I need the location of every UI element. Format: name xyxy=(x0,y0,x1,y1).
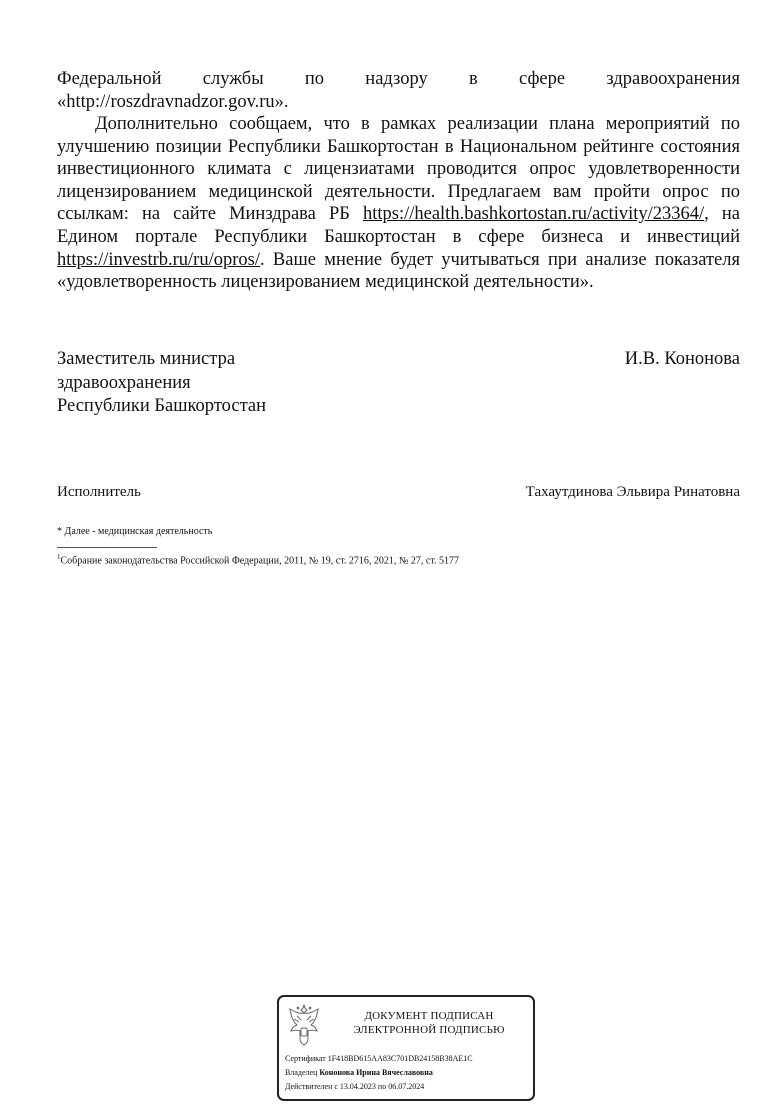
stamp-owner xyxy=(285,1068,433,1077)
position-line: Заместитель министра xyxy=(57,349,236,369)
owner-label: Владелец xyxy=(285,1068,318,1077)
paragraph-survey xyxy=(57,113,740,294)
paragraph-line: Федеральной службы по надзору в сфере здравоохранения xyxy=(57,69,740,89)
investrb-survey-link[interactable]: https://investrb.ru/ru/opros/ xyxy=(57,249,260,270)
paragraph-continuation xyxy=(57,68,740,113)
paragraph-text: , на Едином портале Республики Башкортостан в сфере бизнеса и инвестиций xyxy=(57,204,740,247)
footnote-text: Собрание законодательства Российской Федерации, 2011, № 19, ст. 2716, 2021, № 27, ст. 5177 xyxy=(60,555,459,567)
stamp-title xyxy=(329,1009,529,1037)
signatory-name: И.В. Кононова xyxy=(624,349,740,369)
footnote-star: * Далее - медицинская деятельность xyxy=(57,526,213,537)
stamp-validity: Действителен с 13.04.2023 по 06.07.2024 xyxy=(285,1082,425,1091)
minzdrav-survey-link[interactable]: https://health.bashkortostan.ru/activity/23364/ xyxy=(362,204,705,225)
executor-name: Тахаутдинова Эльвира Ринатовна xyxy=(525,484,740,500)
position-line: здравоохранения xyxy=(57,372,191,393)
owner-value: Кононова Ирина Вячеславовна xyxy=(319,1068,433,1077)
certificate-label: Сертификат xyxy=(285,1054,326,1063)
paragraph-text: . Ваше мнение будет учитываться при анализе показателя «удовлетворенность лицензированием медицинской деятельности». xyxy=(57,249,740,293)
certificate-value: 1F418BD615AA83C701DB24158B38AE1C xyxy=(327,1054,473,1063)
stamp-title-line: ДОКУМЕНТ ПОДПИСАН xyxy=(364,1010,494,1022)
coat-of-arms-icon xyxy=(287,1004,321,1048)
position-line: Республики Башкортостан xyxy=(57,396,267,416)
footnote-marker: 1 xyxy=(57,553,61,561)
footnote-1 xyxy=(57,553,459,566)
stamp-certificate xyxy=(285,1054,473,1063)
paragraph-text: Дополнительно сообщаем, что в рамках реализации плана мероприятий по улучшению позиции Республики Башкортостан в Национальном рейтинге состояния инвестиционного климата с лицензиатами проводится опрос удовлетворенности лицензированием медицинской деятельности. Предлагаем вам пройти опрос по ссылкам: на сайте Минздрава РБ xyxy=(57,114,740,225)
footnote-divider xyxy=(57,547,157,548)
signatory-position xyxy=(57,348,266,419)
stamp-title-line: ЭЛЕКТРОННОЙ ПОДПИСЬЮ xyxy=(353,1024,505,1036)
executor-label: Исполнитель xyxy=(57,484,141,500)
paragraph-line: «http://roszdravnadzor.gov.ru». xyxy=(57,91,289,112)
electronic-signature-stamp xyxy=(277,995,535,1101)
